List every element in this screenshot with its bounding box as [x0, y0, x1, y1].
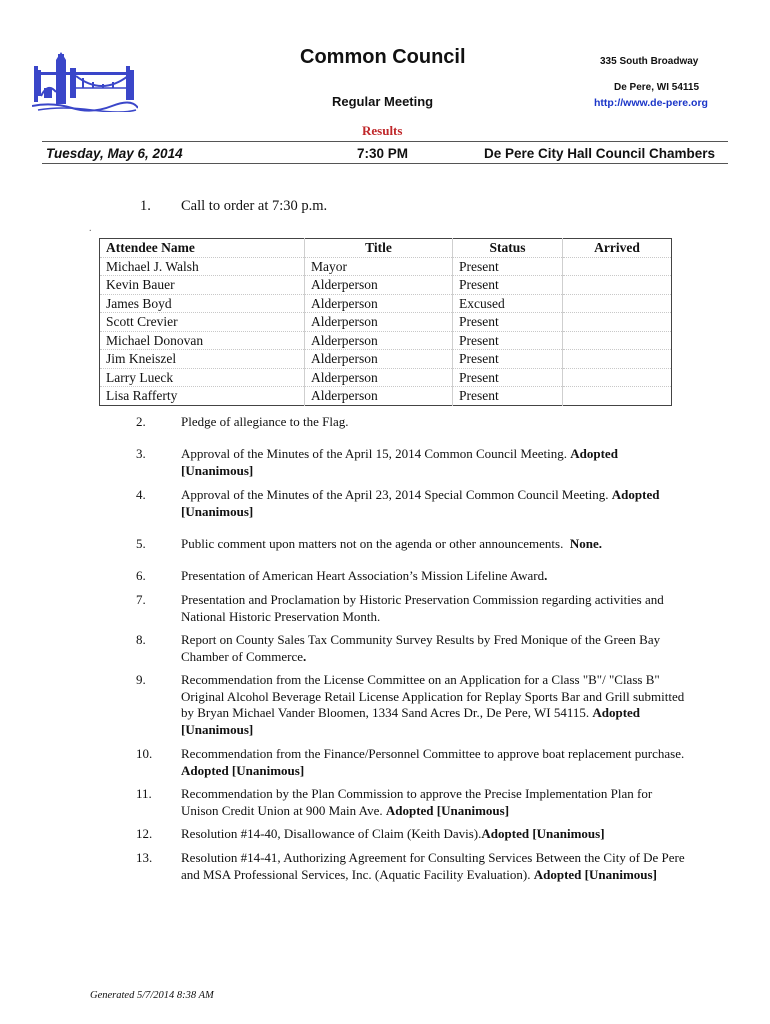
attendee-name: Lisa Rafferty: [106, 388, 178, 403]
item-result: .: [303, 648, 307, 664]
column-header: Attendee Name: [100, 239, 305, 258]
column-header: Status: [453, 239, 563, 258]
attendee-title: Mayor: [305, 257, 453, 276]
attendee-status: Present: [453, 331, 563, 350]
table-row: [100, 387, 672, 406]
page-title: Common Council: [300, 46, 466, 68]
attendee-arrived: [563, 368, 672, 387]
agenda-item-text: Presentation and Proclamation by Historic Preservation Commission regarding activities and National Historic Preservation Month.: [181, 592, 664, 624]
agenda-item-number: 7.: [136, 592, 146, 607]
item-result: Adopted [Unanimous]: [181, 762, 305, 778]
item-result: Adopted [Unanimous]: [533, 866, 657, 882]
meeting-date: Tuesday, May 6, 2014: [46, 146, 183, 161]
agenda-item-text: Approval of the Minutes of the April 15, 2014 Common Council Meeting. Adopted [Unanimous]: [181, 446, 618, 478]
agenda-item-number: 2.: [136, 414, 146, 429]
agenda-item-number: 5.: [136, 536, 146, 551]
attendee-title: Alderperson: [305, 276, 453, 295]
agenda-item-text: Resolution #14-40, Disallowance of Claim (Keith Davis).Adopted [Unanimous]: [181, 826, 605, 841]
item-result: Adopted [Unanimous]: [181, 487, 660, 519]
attendee-arrived: [563, 276, 672, 295]
attendee-name: James Boyd: [100, 294, 305, 313]
attendee-arrived: [563, 331, 672, 350]
header-divider-top: [42, 141, 728, 142]
agenda-item-number: 4.: [136, 487, 146, 502]
attendance-header-row: [100, 239, 672, 258]
bridge-icon: [32, 52, 138, 112]
agenda-item-text: Report on County Sales Tax Community Survey Results by Fred Monique of the Green Bay Chamber of Commerce.: [181, 632, 661, 664]
attendee-name: Larry Lueck: [100, 368, 305, 387]
attendance-table: [99, 238, 672, 406]
agenda-item-number: 9.: [136, 672, 146, 687]
item-result: None.: [569, 536, 602, 551]
attendee-status: Excused: [453, 294, 563, 313]
table-row: [100, 276, 672, 295]
agenda-item-text: Pledge of allegiance to the Flag.: [181, 414, 349, 429]
attendee-title: Alderperson: [305, 294, 453, 313]
table-row: [100, 368, 672, 387]
address-city: De Pere, WI 54115: [614, 82, 700, 93]
attendee-arrived: [563, 387, 672, 406]
website-link[interactable]: http://www.de-pere.org: [594, 97, 708, 109]
address-street: 335 South Broadway: [600, 56, 699, 67]
attendee-status: Present: [453, 350, 563, 369]
attendee-name: Michael J. Walsh: [100, 257, 305, 276]
agenda-item-number: 1.: [140, 198, 151, 214]
attendee-name: Michael Donovan: [100, 331, 305, 350]
attendee-status: Present: [453, 313, 563, 332]
table-row: [100, 294, 672, 313]
attendee-title: Alderperson: [305, 331, 453, 350]
agenda-item-text: Resolution #14-41, Authorizing Agreement for Consulting Services Between the City of De Pere and MSA Professional Services, Inc. (Aquatic Facility Evaluation). Adopted [Unanimous]: [181, 850, 685, 882]
attendee-status: Present: [453, 387, 563, 406]
agenda-item-text: Recommendation from the License Committee on an Application for a Class "B"/ "Class B" Original Alcohol Beverage Retail License Application for Replay Sports Bar and Grill submitted by Bryan Michael Vander Bloomen, 1334 Sand Acres Dr., De Pere, WI 54115. Adopted [Unanimous]: [181, 672, 685, 737]
column-header: Title: [305, 239, 453, 258]
agenda-item-number: 6.: [136, 568, 146, 583]
item-result: Adopted [Unanimous]: [481, 826, 605, 841]
de-pere-bridge-logo: [32, 52, 138, 112]
attendee-arrived: [563, 350, 672, 369]
attendee-status: Present: [453, 368, 563, 387]
meeting-location: De Pere City Hall Council Chambers: [484, 146, 716, 161]
agenda-item-text: Recommendation by the Plan Commission to approve the Precise Implementation Plan for Unison Credit Union at 900 Main Ave. Adopted [Unanimous]: [181, 786, 653, 818]
attendee-arrived: [563, 294, 672, 313]
agenda-item-number: 3.: [136, 446, 146, 461]
attendee-title: Alderperson: [305, 387, 453, 406]
attendee-name: Scott Crevier: [100, 313, 305, 332]
agenda-item-number: 10.: [136, 746, 153, 761]
agenda-item-text: Public comment upon matters not on the agenda or other announcements. None.: [181, 536, 602, 551]
agenda-item-number: 13.: [136, 850, 153, 865]
results-label: Results: [362, 123, 403, 138]
attendee-name: Jim Kneiszel: [100, 350, 305, 369]
agenda-item-text: Presentation of American Heart Association’s Mission Lifeline Award.: [181, 568, 548, 583]
attendee-arrived: [563, 313, 672, 332]
agenda-item-number: 12.: [136, 826, 153, 841]
attendee-status: Present: [453, 257, 563, 276]
agenda-item-text: Recommendation from the Finance/Personnel Committee to approve boat replacement purchase. Adopted [Unanimous]: [181, 746, 685, 778]
item-result: Adopted [Unanimous]: [181, 705, 641, 737]
attendee-title: Alderperson: [305, 368, 453, 387]
agenda-item-number: 8.: [136, 632, 146, 647]
column-header: Arrived: [563, 239, 672, 258]
table-row: [100, 331, 672, 350]
attendee-arrived: [563, 257, 672, 276]
meeting-type: Regular Meeting: [332, 94, 434, 109]
attendee-title: Alderperson: [305, 313, 453, 332]
table-row: [100, 350, 672, 369]
stray-mark: .: [89, 223, 92, 234]
generated-timestamp: Generated 5/7/2014 8:38 AM: [90, 990, 214, 1001]
attendee-name: Kevin Bauer: [100, 276, 305, 295]
table-row: [100, 313, 672, 332]
meeting-time: 7:30 PM: [357, 146, 409, 161]
agenda-item-number: 11.: [136, 786, 152, 801]
header-divider-bottom: [42, 163, 728, 164]
attendee-status: Present: [453, 276, 563, 295]
item-result: Adopted [Unanimous]: [181, 446, 618, 478]
agenda-item-text: Call to order at 7:30 p.m.: [181, 198, 328, 214]
attendee-title: Alderperson: [305, 350, 453, 369]
item-result: Adopted [Unanimous]: [385, 802, 510, 818]
table-row: [100, 257, 672, 276]
agenda-item-text: Approval of the Minutes of the April 23, 2014 Special Common Council Meeting. Adopted [Unanimous]: [181, 487, 660, 519]
item-result: .: [544, 568, 548, 583]
